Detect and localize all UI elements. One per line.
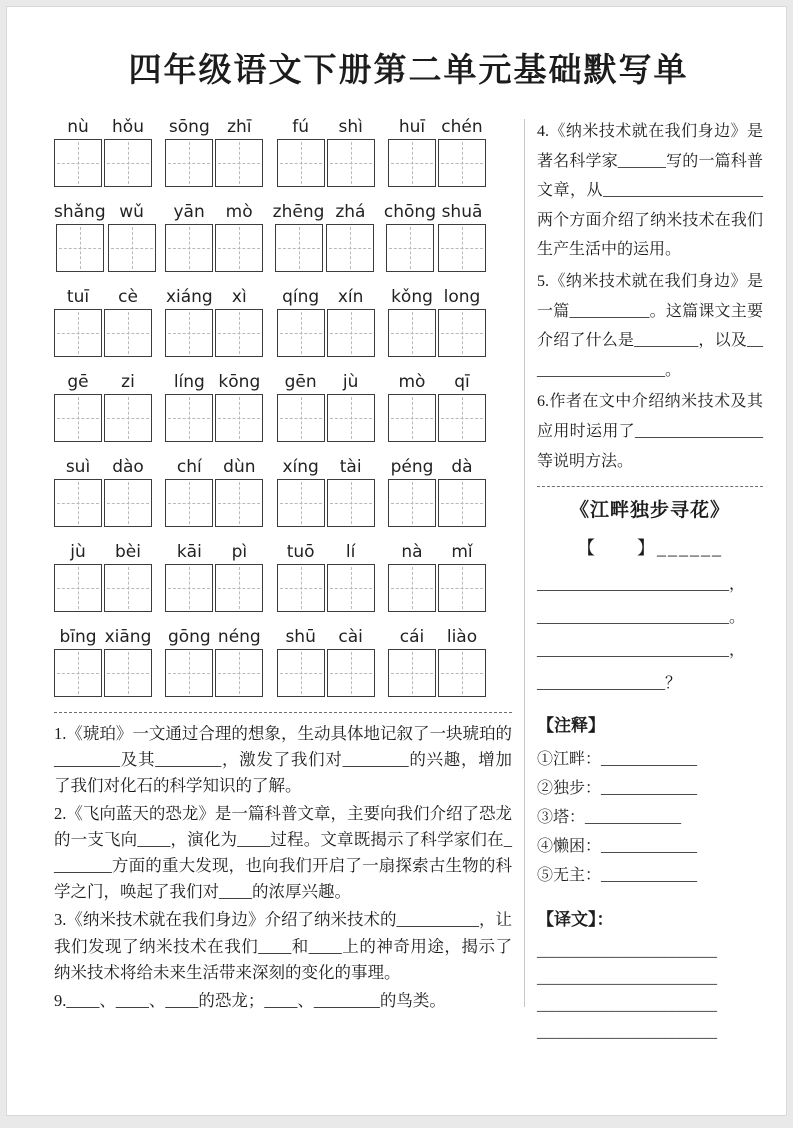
pinyin-label: bīng — [59, 627, 97, 647]
word-box-pair — [54, 457, 152, 527]
syllable — [327, 457, 375, 527]
syllable — [104, 457, 152, 527]
writing-box[interactable] — [388, 564, 436, 612]
syllable — [215, 202, 263, 272]
word-box-pair — [165, 627, 263, 697]
pinyin-row — [54, 117, 486, 187]
translation-lines — [537, 939, 763, 1047]
pinyin-label: bèi — [115, 542, 141, 562]
pinyin-label: mò — [225, 202, 253, 222]
writing-box[interactable] — [104, 309, 152, 357]
syllable — [277, 542, 325, 612]
syllable — [277, 287, 325, 357]
pinyin-row — [54, 372, 486, 442]
pinyin-label: xín — [337, 287, 364, 307]
note-item: ②独步：____________ — [537, 780, 698, 797]
word-box-pair — [388, 542, 486, 612]
pinyin-label: jù — [70, 542, 86, 562]
translation-blank-line: ________________________ — [537, 971, 717, 988]
syllable — [215, 457, 263, 527]
syllable — [327, 627, 375, 697]
pinyin-label: fú — [292, 117, 310, 137]
poem-title: 《江畔独步寻花》 — [569, 500, 730, 522]
pinyin-label: kāi — [176, 542, 202, 562]
syllable — [54, 117, 102, 187]
writing-box[interactable] — [165, 649, 213, 697]
syllable — [54, 457, 102, 527]
poem-section — [537, 493, 763, 699]
syllable — [273, 202, 325, 272]
writing-box[interactable] — [438, 224, 486, 272]
writing-box[interactable] — [165, 309, 213, 357]
pinyin-row — [54, 202, 486, 272]
writing-box[interactable] — [327, 139, 375, 187]
notes-header: 【注释】 — [537, 715, 605, 735]
word-box-pair — [388, 287, 486, 357]
writing-box[interactable] — [275, 224, 323, 272]
syllable — [165, 287, 213, 357]
word-box-pair — [54, 287, 152, 357]
writing-box[interactable] — [388, 394, 436, 442]
writing-box[interactable] — [215, 479, 263, 527]
pinyin-label: chōng — [383, 202, 436, 222]
syllable — [388, 627, 436, 697]
pinyin-label: chí — [176, 457, 202, 477]
pinyin-label: mǐ — [451, 542, 473, 562]
pinyin-label: huī — [398, 117, 426, 137]
writing-box[interactable] — [388, 139, 436, 187]
note-items — [537, 745, 763, 890]
word-box-pair — [54, 202, 156, 272]
word-box-pair — [54, 542, 152, 612]
syllable — [327, 117, 375, 187]
writing-box[interactable] — [327, 564, 375, 612]
writing-box[interactable] — [54, 394, 102, 442]
left-column — [54, 117, 512, 1047]
pinyin-label: shì — [338, 117, 363, 137]
column-divider — [524, 119, 525, 1007]
pinyin-label: jù — [342, 372, 359, 392]
syllable — [277, 372, 325, 442]
word-box-pair — [165, 287, 263, 357]
writing-box[interactable] — [104, 394, 152, 442]
writing-box[interactable] — [438, 394, 486, 442]
writing-box[interactable] — [277, 309, 325, 357]
right-section-divider — [537, 486, 763, 487]
pinyin-label: suì — [65, 457, 91, 477]
syllable — [215, 542, 263, 612]
syllable — [384, 202, 436, 272]
pinyin-label: dào — [112, 457, 144, 477]
pinyin-label: tuī — [66, 287, 90, 307]
pinyin-row — [54, 627, 486, 697]
word-box-pair — [165, 457, 263, 527]
writing-box[interactable] — [56, 224, 104, 272]
pinyin-label: líng — [173, 372, 205, 392]
syllable — [438, 202, 486, 272]
word-box-pair — [54, 372, 152, 442]
note-item: ③塔：____________ — [537, 809, 682, 826]
writing-box[interactable] — [438, 139, 486, 187]
pinyin-label: mò — [398, 372, 426, 392]
syllable — [165, 202, 213, 272]
translation-header: 【译文】： — [537, 910, 614, 929]
right-questions-block — [537, 117, 763, 476]
syllable — [388, 117, 436, 187]
poem-blank-line: ________________________， — [537, 641, 746, 659]
writing-box[interactable] — [54, 309, 102, 357]
syllable — [438, 627, 486, 697]
writing-box[interactable] — [54, 479, 102, 527]
poem-author-blank: 【 】______ — [577, 538, 723, 559]
writing-box[interactable] — [104, 479, 152, 527]
poem-blank-line: ________________________。 — [537, 608, 746, 626]
word-box-pair — [54, 627, 152, 697]
writing-box[interactable] — [388, 479, 436, 527]
pinyin-label: xiāng — [104, 627, 152, 647]
writing-box[interactable] — [165, 224, 213, 272]
pinyin-label: cài — [338, 627, 363, 647]
pinyin-label: liào — [446, 627, 478, 647]
writing-box[interactable] — [277, 479, 325, 527]
writing-box[interactable] — [215, 564, 263, 612]
syllable — [165, 627, 213, 697]
syllable — [388, 287, 436, 357]
pinyin-label: gē — [67, 372, 89, 392]
word-box-pair — [388, 457, 486, 527]
question-text: 1.《琥珀》一文通过合理的想象，生动具体地记叙了一块琥珀的________及其________，激发了我们对________的兴趣，增加了我们对化石的科学知识的了解。 — [54, 724, 512, 796]
pinyin-label: qī — [454, 372, 470, 392]
question-text: 6.作者在文中介绍纳米技术及其应用时运用了________________等说明方法。 — [537, 393, 763, 470]
note-item: ④懒困：____________ — [537, 838, 698, 855]
right-column — [537, 117, 763, 1047]
syllable — [215, 627, 263, 697]
writing-box[interactable] — [438, 479, 486, 527]
pinyin-label: long — [443, 287, 481, 307]
word-box-pair — [388, 627, 486, 697]
syllable — [54, 627, 102, 697]
writing-box[interactable] — [165, 139, 213, 187]
left-section-divider — [54, 712, 512, 713]
word-box-pair — [277, 457, 375, 527]
pinyin-label: yān — [173, 202, 205, 222]
syllable — [326, 202, 374, 272]
pinyin-label: zhī — [227, 117, 252, 137]
pinyin-label: zhēng — [272, 202, 325, 222]
writing-box[interactable] — [215, 224, 263, 272]
note-item: ①江畔：____________ — [537, 751, 698, 768]
word-box-pair — [384, 202, 486, 272]
writing-box[interactable] — [277, 139, 325, 187]
pinyin-label: shū — [285, 627, 316, 647]
content-columns — [54, 117, 763, 1047]
pinyin-label: xì — [231, 287, 247, 307]
syllable — [438, 457, 486, 527]
pinyin-label: tuō — [286, 542, 315, 562]
writing-box[interactable] — [165, 479, 213, 527]
pinyin-label: gēn — [284, 372, 317, 392]
syllable — [165, 542, 213, 612]
word-box-pair — [277, 627, 375, 697]
syllable — [54, 202, 106, 272]
syllable — [438, 542, 486, 612]
word-box-pair — [165, 372, 263, 442]
writing-box[interactable] — [327, 309, 375, 357]
syllable — [438, 287, 486, 357]
writing-box[interactable] — [108, 224, 156, 272]
writing-box[interactable] — [54, 139, 102, 187]
syllable — [327, 287, 375, 357]
worksheet-page — [6, 6, 787, 1116]
word-box-pair — [388, 372, 486, 442]
syllable — [215, 372, 263, 442]
pinyin-label: cè — [118, 287, 138, 307]
syllable — [54, 287, 102, 357]
pinyin-row — [54, 457, 486, 527]
writing-box[interactable] — [438, 564, 486, 612]
pinyin-label: qíng — [282, 287, 320, 307]
syllable — [388, 542, 436, 612]
word-box-pair — [54, 117, 152, 187]
writing-box[interactable] — [277, 564, 325, 612]
translation-blank-line: ________________________ — [537, 998, 717, 1015]
writing-box[interactable] — [277, 394, 325, 442]
writing-box[interactable] — [388, 649, 436, 697]
pinyin-label: nù — [67, 117, 89, 137]
pinyin-label: néng — [217, 627, 261, 647]
syllable — [215, 287, 263, 357]
word-box-pair — [277, 287, 375, 357]
word-box-pair — [165, 202, 263, 272]
pinyin-label: xiáng — [165, 287, 213, 307]
poem-lines — [537, 568, 763, 700]
writing-box[interactable] — [215, 649, 263, 697]
syllable — [165, 117, 213, 187]
pinyin-label: zhá — [335, 202, 366, 222]
pinyin-writing-grid — [54, 117, 512, 697]
syllable — [327, 372, 375, 442]
syllable — [327, 542, 375, 612]
word-box-pair — [277, 372, 375, 442]
pinyin-row — [54, 287, 486, 357]
question-text: 2.《飞向蓝天的恐龙》是一篇科普文章，主要向我们介绍了恐龙的一支飞向____，演化为____过程。文章既揭示了科学家们在________方面的重大发现，也向我们开启了一扇探索古生物的科学之门，唤起了我们对____的浓厚兴趣。 — [54, 804, 512, 902]
writing-box[interactable] — [215, 309, 263, 357]
word-box-pair — [277, 542, 375, 612]
poem-blank-line: ________________？ — [537, 674, 682, 692]
writing-box[interactable] — [165, 564, 213, 612]
syllable — [165, 457, 213, 527]
question-text: 3.《纳米技术就在我们身边》介绍了纳米技术的__________，让我们发现了纳米技术在我们____和____上的神奇用途，揭示了纳米技术将给未来生活带来深刻的变化的事理。 — [54, 910, 512, 982]
writing-box[interactable] — [327, 479, 375, 527]
pinyin-label: xíng — [282, 457, 319, 477]
syllable — [277, 117, 325, 187]
pinyin-label: hǒu — [112, 117, 144, 137]
pinyin-label: wǔ — [119, 202, 144, 222]
word-box-pair — [388, 117, 486, 187]
pinyin-label: péng — [390, 457, 434, 477]
page-title: 四年级语文下册第二单元基础默写单 — [128, 53, 689, 89]
syllable — [438, 372, 486, 442]
syllable — [104, 117, 152, 187]
syllable — [54, 542, 102, 612]
syllable — [104, 627, 152, 697]
syllable — [104, 287, 152, 357]
word-box-pair — [273, 202, 375, 272]
pinyin-label: zi — [121, 372, 135, 392]
translation-section — [537, 904, 763, 1047]
writing-box[interactable] — [438, 309, 486, 357]
syllable — [108, 202, 156, 272]
left-questions-block — [54, 721, 512, 1014]
writing-box[interactable] — [388, 309, 436, 357]
pinyin-label: nà — [401, 542, 423, 562]
pinyin-label: shǎng — [54, 202, 106, 222]
writing-box[interactable] — [438, 649, 486, 697]
writing-box[interactable] — [165, 394, 213, 442]
writing-box[interactable] — [54, 649, 102, 697]
writing-box[interactable] — [277, 649, 325, 697]
pinyin-label: lí — [345, 542, 356, 562]
writing-box[interactable] — [54, 564, 102, 612]
word-box-pair — [277, 117, 375, 187]
syllable — [438, 117, 486, 187]
syllable — [215, 117, 263, 187]
syllable — [54, 372, 102, 442]
question-text: 5.《纳米技术就在我们身边》是一篇__________。这篇课文主要介绍了什么是________，以及__________________。 — [537, 272, 763, 379]
pinyin-row — [54, 542, 486, 612]
note-item: ⑤无主：____________ — [537, 867, 698, 884]
word-box-pair — [165, 542, 263, 612]
poem-blank-line: ________________________， — [537, 575, 746, 593]
pinyin-label: pì — [231, 542, 248, 562]
notes-section — [537, 710, 763, 890]
writing-box[interactable] — [327, 649, 375, 697]
translation-blank-line: ________________________ — [537, 1025, 717, 1042]
pinyin-label: cái — [399, 627, 425, 647]
syllable — [104, 542, 152, 612]
pinyin-label: sōng — [168, 117, 210, 137]
writing-box[interactable] — [327, 394, 375, 442]
syllable — [104, 372, 152, 442]
syllable — [165, 372, 213, 442]
pinyin-label: gōng — [167, 627, 211, 647]
pinyin-label: dà — [451, 457, 473, 477]
writing-box[interactable] — [326, 224, 374, 272]
pinyin-label: shuā — [441, 202, 483, 222]
question-text: 9.____、____、____的恐龙；____、________的鸟类。 — [54, 990, 446, 1010]
writing-box[interactable] — [104, 139, 152, 187]
question-text: 4.《纳米技术就在我们身边》是著名科学家______写的一篇科普文章，从____________________两个方面介绍了纳米技术在我们生产生活中的运用。 — [537, 123, 763, 259]
word-box-pair — [165, 117, 263, 187]
writing-box[interactable] — [215, 139, 263, 187]
pinyin-label: tài — [339, 457, 362, 477]
pinyin-label: dùn — [223, 457, 256, 477]
writing-box[interactable] — [215, 394, 263, 442]
syllable — [388, 457, 436, 527]
translation-blank-line: ________________________ — [537, 944, 717, 961]
syllable — [277, 457, 325, 527]
pinyin-label: kǒng — [391, 287, 433, 307]
writing-box[interactable] — [104, 564, 152, 612]
syllable — [388, 372, 436, 442]
writing-box[interactable] — [104, 649, 152, 697]
pinyin-label: kōng — [218, 372, 261, 392]
pinyin-label: chén — [441, 117, 483, 137]
syllable — [277, 627, 325, 697]
writing-box[interactable] — [386, 224, 434, 272]
